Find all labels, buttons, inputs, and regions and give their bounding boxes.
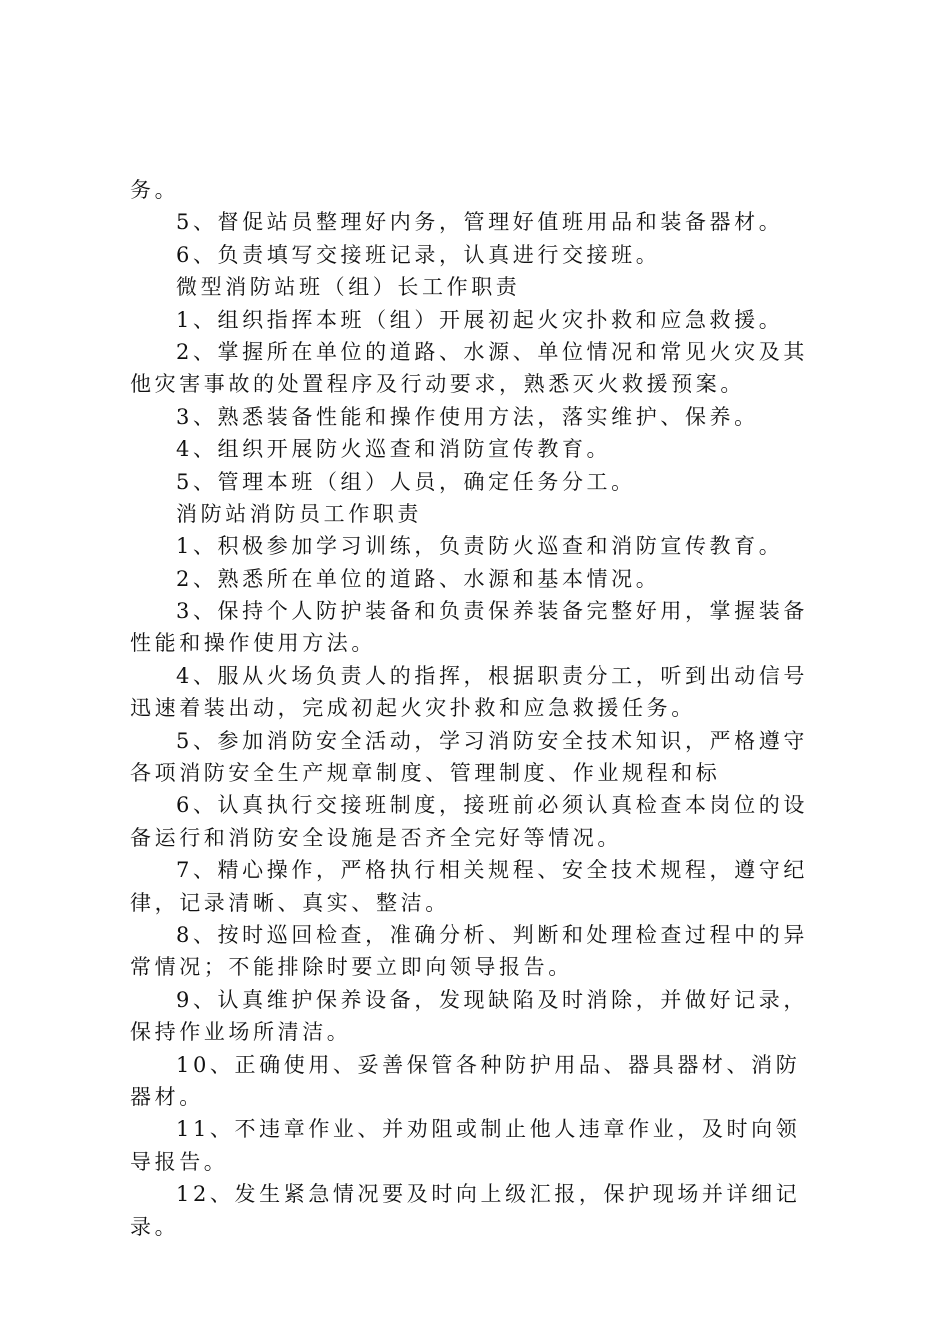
- paragraph-line: 常情况；不能排除时要立即向领导报告。: [130, 955, 573, 980]
- paragraph-line: 他灾害事故的处置程序及行动要求，熟悉灭火救援预案。: [130, 372, 745, 397]
- paragraph-line: 律，记录清晰、真实、整洁。: [130, 890, 450, 915]
- paragraph-line: 5、督促站员整理好内务，管理好值班用品和装备器材。: [176, 210, 784, 235]
- paragraph-line: 3、保持个人防护装备和负责保养装备完整好用，掌握装备: [176, 599, 808, 624]
- paragraph-line: 8、按时巡回检查，准确分析、判断和处理检查过程中的异: [176, 922, 808, 947]
- paragraph-line: 9、认真维护保养设备，发现缺陷及时消除，并做好记录，: [176, 987, 808, 1012]
- paragraph-line: 导报告。: [130, 1149, 229, 1174]
- paragraph-line: 务。: [130, 178, 180, 202]
- paragraph-line: 1、积极参加学习训练，负责防火巡查和消防宣传教育。: [176, 534, 784, 559]
- paragraph-line: 微型消防站班（组）长工作职责: [176, 275, 521, 300]
- paragraph-line: 10、正确使用、妥善保管各种防护用品、器具器材、消防: [176, 1052, 801, 1077]
- paragraph-line: 11、不违章作业、并劝阻或制止他人违章作业，及时向领: [176, 1117, 801, 1142]
- paragraph-line: 迅速着装出动，完成初起火灾扑救和应急救援任务。: [130, 696, 696, 721]
- paragraph-line: 消防站消防员工作职责: [176, 501, 422, 526]
- paragraph-line: 2、熟悉所在单位的道路、水源和基本情况。: [176, 566, 661, 591]
- paragraph-line: 4、组织开展防火巡查和消防宣传教育。: [176, 437, 612, 462]
- paragraph-line: 性能和操作使用方法。: [130, 631, 376, 656]
- paragraph-line: 3、熟悉装备性能和操作使用方法，落实维护、保养。: [176, 404, 759, 429]
- paragraph-line: 各项消防安全生产规章制度、管理制度、作业规程和标: [130, 761, 721, 786]
- document-body: [130, 174, 830, 1243]
- paragraph-line: 器材。: [130, 1084, 204, 1109]
- paragraph-line: 6、负责填写交接班记录，认真进行交接班。: [176, 242, 661, 267]
- paragraph-line: 2、掌握所在单位的道路、水源、单位情况和常见火灾及其: [176, 339, 808, 364]
- paragraph-line: 4、服从火场负责人的指挥，根据职责分工，听到出动信号: [176, 663, 808, 688]
- paragraph-line: 保持作业场所清洁。: [130, 1020, 352, 1045]
- paragraph-line: 6、认真执行交接班制度，接班前必须认真检查本岗位的设: [176, 793, 808, 818]
- paragraph-line: 1、组织指挥本班（组）开展初起火灾扑救和应急救援。: [176, 307, 784, 332]
- paragraph-line: 5、管理本班（组）人员，确定任务分工。: [176, 469, 636, 494]
- paragraph-line: 5、参加消防安全活动，学习消防安全技术知识，严格遵守: [176, 728, 808, 753]
- paragraph-line: 备运行和消防安全设施是否齐全完好等情况。: [130, 825, 622, 850]
- paragraph-line: 录。: [130, 1214, 180, 1239]
- paragraph-line: 12、发生紧急情况要及时向上级汇报，保护现场并详细记: [176, 1182, 801, 1207]
- paragraph-line: 7、精心操作，严格执行相关规程、安全技术规程，遵守纪: [176, 858, 808, 883]
